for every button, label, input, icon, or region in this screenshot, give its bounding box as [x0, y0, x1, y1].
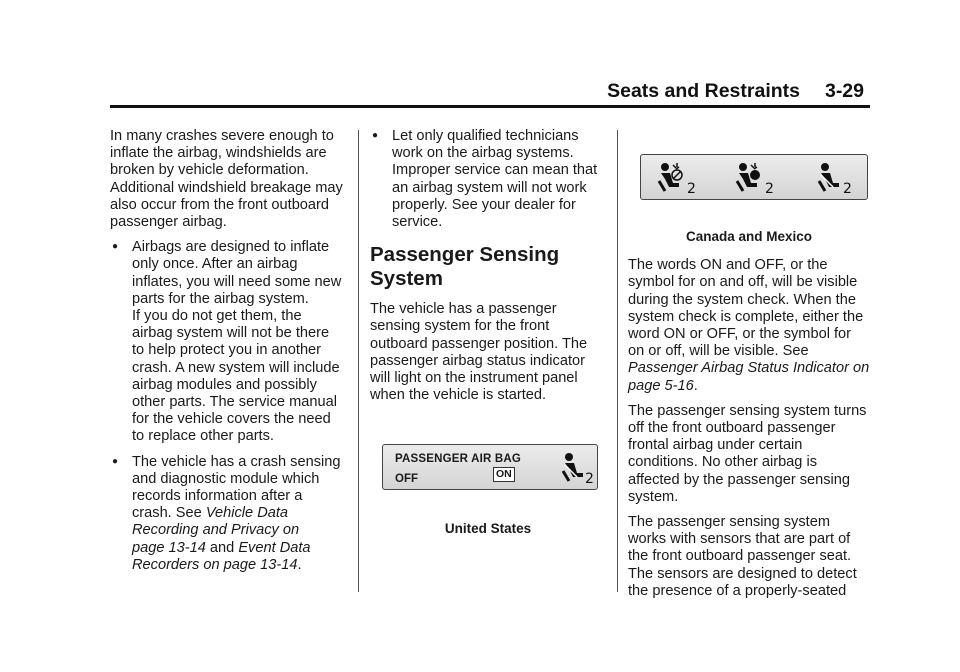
ref-passenger-airbag-status-indicator[interactable]: Passenger Airbag Status Indicator on page 5-16: [628, 360, 870, 394]
ref-vehicle-data-recording-cont[interactable]: Recording and Privacy on: [132, 522, 300, 539]
svg-text:2: 2: [585, 471, 594, 486]
passenger-airbag-on-icon: [733, 161, 785, 195]
svg-text:2: 2: [843, 181, 852, 195]
bullet-crash-sensing-module: ● The vehicle has a crash sensing and diagnostic module which records information after a crash. See Vehicle Data Recording and Privacy on page 13-14 and Event Data Recorders on page 13-14.: [110, 454, 350, 574]
passenger-airbag-icon: [813, 161, 857, 195]
page-number: 3-29: [824, 80, 864, 102]
canada-mexico-status-indicator-panel: [640, 154, 868, 200]
ref-event-data-recorders[interactable]: Event Data: [238, 539, 311, 556]
canada-mexico-caption: Canada and Mexico: [685, 229, 813, 244]
ref-event-data-recorders-cont[interactable]: Recorders on page 13-14: [132, 556, 298, 573]
panel-label-off: OFF: [395, 473, 418, 486]
bullet-airbags-inflate-once: ● Airbags are designed to inflate only once. After an airbag inflates, you will need some new parts for the airbag system. If you do not get them, the airbag system will not be there to help protect you in another crash. A new system will include airbag modules and possibly other parts. The service manual for the vehicle covers the need to replace other parts.: [112, 239, 342, 445]
svg-text:2: 2: [765, 181, 774, 195]
column-3: [628, 128, 870, 608]
bullet-dot: ●: [372, 130, 379, 141]
panel-label-on: ON: [493, 467, 515, 482]
bullet-dot: ●: [112, 241, 119, 253]
us-caption: United States: [444, 521, 532, 537]
header-rule: [110, 105, 870, 108]
column-1: [110, 128, 350, 582]
us-status-indicator-panel: [382, 444, 598, 490]
column-2: [370, 128, 606, 538]
ref-vehicle-data-recording[interactable]: Vehicle Data: [205, 505, 289, 522]
bullet-qualified-technicians: ● Let only qualified technicians work on the airbag systems. Improper service can mean that an airbag system will not work properly. See your dealer for service.: [372, 128, 598, 231]
svg-text:2: 2: [687, 181, 696, 195]
section-heading: Passenger Sensing System: [370, 243, 560, 291]
intro-paragraph: In many crashes severe enough to inflate the airbag, windshields are broken by vehicle deformation. Additional windshield breakage may also occur from the front outboard passenger airbag.: [110, 128, 343, 231]
sensing-system-turns-off-paragraph: The passenger sensing system turns off the front outboard passenger frontal airbag under certain conditions. No other airbag is affected by the passenger sensing system.: [628, 402, 867, 505]
passenger-airbag-off-icon: [655, 161, 707, 195]
system-check-paragraph: The words ON and OFF, or the symbol for on and off, will be visible during the system check. When the system check is complete, either the word ON or OFF, or the symbol for on or off, will be visible. See Passenger Airbag Status Indicator on page 5-16.: [628, 257, 870, 394]
section-title: Seats and Restraints: [607, 80, 800, 102]
passenger-airbag-icon: [555, 451, 595, 485]
ref-vehicle-data-page[interactable]: page 13-14: [132, 539, 206, 556]
panel-label-passenger-air-bag: PASSENGER AIR BAG: [395, 453, 522, 466]
column-divider-2: [617, 130, 618, 592]
bullet-dot: ●: [112, 455, 119, 467]
passenger-sensing-paragraph: The vehicle has a passenger sensing system for the front outboard passenger position. The passenger airbag status indicator will light on the instrument panel when the vehicle is started.: [370, 301, 588, 404]
sensing-system-sensors-paragraph: The passenger sensing system works with sensors that are part of the front outboard passenger seat. The sensors are designed to detect the presence of a properly-seated: [628, 514, 857, 599]
column-divider-1: [358, 130, 359, 592]
